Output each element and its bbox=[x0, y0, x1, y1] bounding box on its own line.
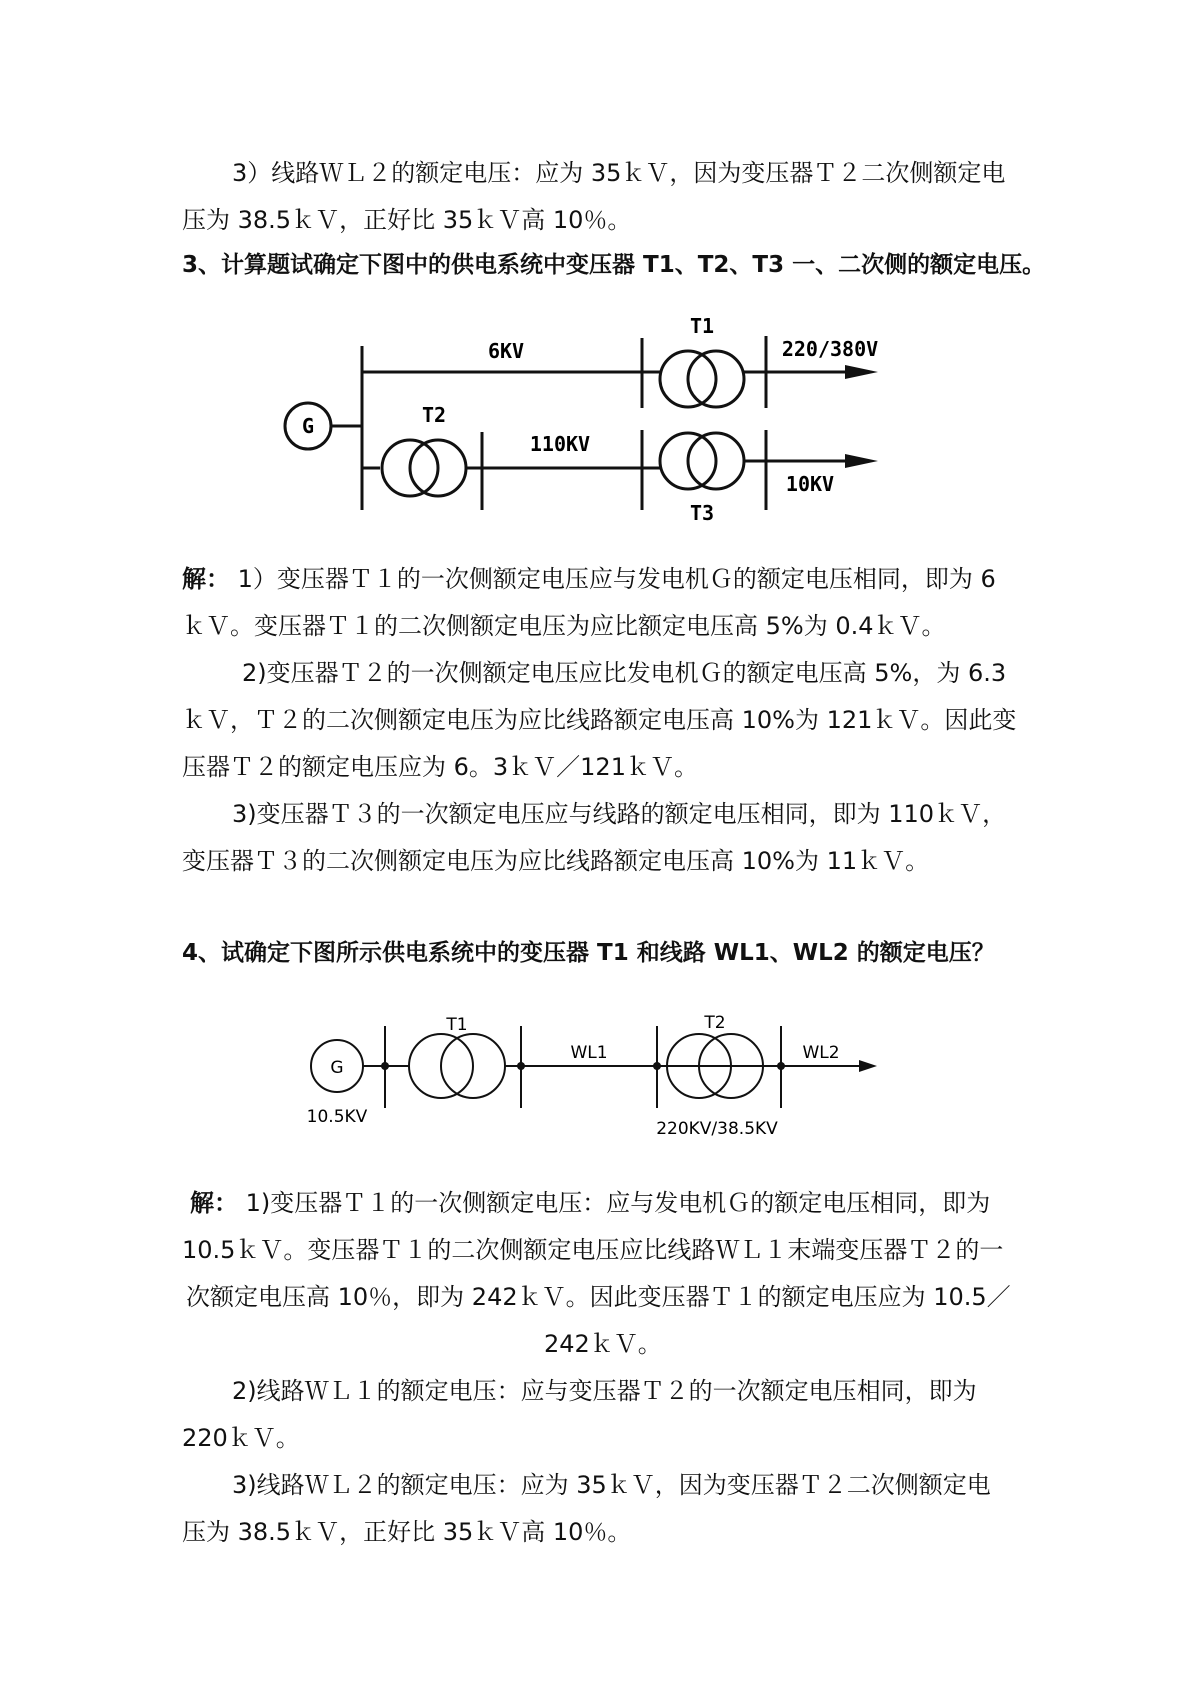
question-4-title: 4、试确定下图所示供电系统中的变压器 T1 和线路 WL1、WL2 的额定电压？ bbox=[182, 940, 995, 966]
solution-line: 2)变压器Ｔ２的一次侧额定电压应比发电机Ｇ的额定电压高 5%，为 6.3 bbox=[242, 659, 1007, 687]
question-3-title: 3、计算题试确定下图中的供电系统中变压器 T1、T2、T3 一、二次侧的额定电压。 bbox=[182, 252, 1046, 278]
generator-label: G bbox=[301, 414, 315, 438]
solution-text: 1)变压器Ｔ１的一次侧额定电压：应与发电机Ｇ的额定电压相同，即为 bbox=[238, 1189, 991, 1217]
solution-line: 220ｋＶ。 bbox=[182, 1424, 300, 1452]
voltage-label: 110KV bbox=[529, 432, 591, 456]
solution-line: 3)变压器Ｔ３的一次额定电压应与线路的额定电压相同，即为 110ｋＶ， bbox=[232, 800, 1007, 828]
line-label: WL2 bbox=[802, 1043, 840, 1063]
solution-line: ｋＶ，Ｔ２的二次侧额定电压为应比线路额定电压高 10%为 121ｋＶ。因此变 bbox=[182, 706, 1017, 734]
arrow-icon bbox=[845, 365, 878, 379]
paragraph-line: 3）线路ＷＬ２的额定电压：应为 35ｋＶ，因为变压器Ｔ２二次侧额定电 bbox=[232, 159, 1006, 187]
diagram-q4 bbox=[295, 1012, 915, 1147]
solution-line bbox=[190, 1180, 1040, 1227]
voltage-label: 10.5KV bbox=[306, 1107, 368, 1127]
solution-label: 解： bbox=[182, 565, 230, 593]
arrow-icon bbox=[859, 1060, 877, 1072]
solution-line: 压器Ｔ２的额定电压应为 6。3ｋＶ／121ｋＶ。 bbox=[182, 753, 698, 781]
solution-line: 242ｋＶ。 bbox=[544, 1330, 662, 1358]
transformer-label: T2 bbox=[704, 1013, 726, 1033]
arrow-icon bbox=[845, 454, 878, 468]
voltage-label: 220/380V bbox=[781, 337, 879, 361]
transformer-label: T2 bbox=[421, 403, 447, 427]
transformer-label: T1 bbox=[689, 314, 715, 338]
line-label: WL1 bbox=[570, 1043, 608, 1063]
solution-line: 次额定电压高 10％，即为 242ｋＶ。因此变压器Ｔ１的额定电压应为 10.5／ bbox=[186, 1283, 1011, 1311]
voltage-label: 220KV/38.5KV bbox=[656, 1119, 778, 1139]
solution-line: 3)线路ＷＬ２的额定电压：应为 35ｋＶ，因为变压器Ｔ２二次侧额定电 bbox=[232, 1471, 991, 1499]
transformer-label: T3 bbox=[689, 501, 715, 525]
voltage-label: 6KV bbox=[487, 339, 525, 363]
solution-line: 10.5ｋＶ。变压器Ｔ１的二次侧额定电压应比线路ＷＬ１末端变压器Ｔ２的一 bbox=[182, 1236, 1004, 1264]
solution-line: 压为 38.5ｋＶ，正好比 35ｋＶ高 10％。 bbox=[182, 1518, 632, 1546]
generator-label: G bbox=[330, 1058, 344, 1078]
paragraph-line: 压为 38.5ｋＶ，正好比 35ｋＶ高 10％。 bbox=[182, 206, 632, 234]
solution-line bbox=[182, 556, 1032, 603]
transformer-label: T1 bbox=[446, 1015, 468, 1035]
voltage-label: 10KV bbox=[785, 472, 835, 496]
diagram-q3 bbox=[270, 310, 950, 540]
solution-line: 变压器Ｔ３的二次侧额定电压为应比线路额定电压高 10%为 11ｋＶ。 bbox=[182, 847, 930, 875]
solution-label: 解： bbox=[190, 1189, 238, 1217]
solution-line: ｋＶ。变压器Ｔ１的二次侧额定电压为应比额定电压高 5%为 0.4ｋＶ。 bbox=[182, 612, 946, 640]
solution-line: 2)线路ＷＬ１的额定电压：应与变压器Ｔ２的一次额定电压相同，即为 bbox=[232, 1377, 977, 1405]
solution-text: 1）变压器Ｔ１的一次侧额定电压应与发电机Ｇ的额定电压相同，即为 6 bbox=[230, 565, 996, 593]
